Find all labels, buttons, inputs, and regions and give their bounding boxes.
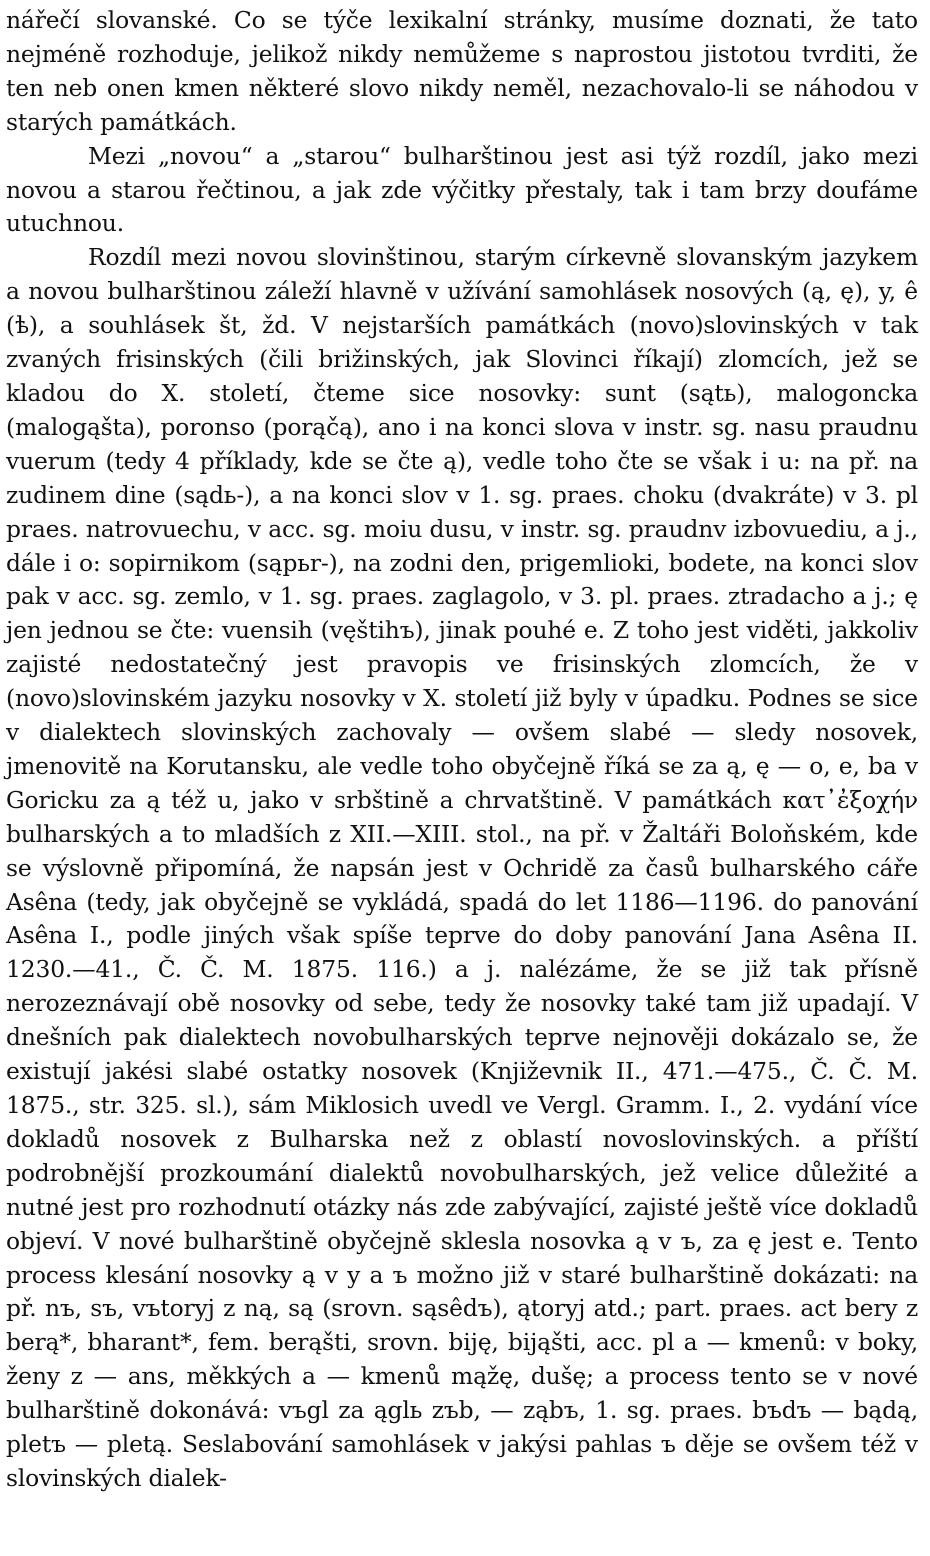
paragraph-1: nářečí slovanské. Co se týče lexikalní stránky, musíme doznati, že tato nejméně rozhoduje, jelikož nikdy nemůžeme s naprostou jistotou tvrditi, že ten neb onen kmen některé slovo nikdy neměl, nezachovalo-li se náhodou v starých památkách. [6,6,918,136]
paragraph-2: Mezi „novou“ a „starou“ bulharštinou jest asi týž rozdíl, jako mezi novou a starou řečtinou, a jak zde výčitky přestaly, tak i tam brzy doufáme utuchnou. [6,141,918,238]
paragraph-3: Rozdíl mezi novou slovinštinou, starým církevně slovanským jazykem a novou bulharštinou záleží hlavně v užívání samohlásek nosových (ą, ę), y, ê (ѣ), a souhlásek št, žd. V nejstarších památkách (novo)slovinských v tak zvaných frisinských (čili brižinských, jak Slovinci říkají) zlomcích, jež se kladou do X. století, čteme sice nosovky: sunt (sątь), malogoncka (malogąšta), poronso (porąčą), ano i na konci slova v instr. sg. nasu praudnu vuerum (tedy 4 příklady, kde se čte ą), vedle toho čte se však i u: na př. na zudinem dine (sądь-), a na konci slov v 1. sg. praes. choku (dvakráte) v 3. pl praes. natrovuechu, v acc. sg. moiu dusu, v instr. sg. praudnv izbovuediu, a j., dále i o: sopirnikom (sąpьr-), na zodni den, prigemlioki, bodete, na konci slov pak v acc. sg. zemlo, v 1. sg. praes. zaglagolo, v 3. pl. praes. ztradacho a j.; ę jen jednou se čte: vuensih (vęštihъ), jinak pouhé e. Z toho jest viděti, jakkoliv zajisté nedostatečný jest pravopis ve frisinských zlomcích, že v (novo)slovinském jazyku nosovky v X. století již byly v úpadku. Podnes se sice v dialektech slovinských zachovaly — ovšem slabé — sledy nosovek, jmenovitě na Korutansku, ale vedle toho obyčejně říká se za ą, ę — o, e, ba v Goricku za ą též u, jako v srbštině a chrvatštině. V památkách κατ᾽ἐξοχήν bulharských a to mladších z XII.—XIII. stol., na př. v Žaltáři Boloňském, kde se výslovně připomíná, že napsán jest v Ochridě za časů bulharského cáře Asêna (tedy, jak obyčejně se vykládá, spadá do let 1186—1196. do panování Asêna I., podle jiných však spíše teprve do doby panování Jana Asêna II. 1230.—41., Č. Č. M. 1875. 116.) a j. nalézáme, že se již tak přísně nerozeznávají obě nosovky od sebe, tedy že nosovky také tam již upadají. V dnešních pak dialektech novobulharských teprve nejnověji dokázalo se, že existují jakési slabé ostatky nosovek (Književnik II., 471.—475., Č. Č. M. 1875., str. 325. sl.), sám Miklosich uvedl ve Vergl. Gramm. I., 2. vydání více dokladů nosovek z Bulharska než z oblastí novoslovinských. a příští podrobnější prozkoumání dialektů novobulharských, jež velice důležité a nutné jest pro rozhodnutí otázky nás zde zabývající, zajisté ještě více dokladů objeví. V nové bulharštině obyčejně sklesla nosovka ą v ъ, za ę jest e. Tento process klesání nosovky ą v y a ъ možno již v staré bulharštině dokázati: na př. nъ, sъ, vъtoryj z ną, są (srovn. sąsêdъ), ątoryj atd.; part. praes. act bery z berą*, bharant*, fem. berąšti, srovn. biję, bijąšti, acc. pl a — kmenů: v boky, ženy z — ans, měkkých a — kmenů mąžę, dušę; a process tento se v nové bulharštině dokonává: vъgl za ąglь zъb, — ząbъ, 1. sg. praes. bъdъ — bądą, pletъ — pletą. Seslabování samohlásek v jakýsi pahlas ъ děje se ovšem též v slovinských dialek- [6,243,918,1492]
document-page [6,4,918,1496]
